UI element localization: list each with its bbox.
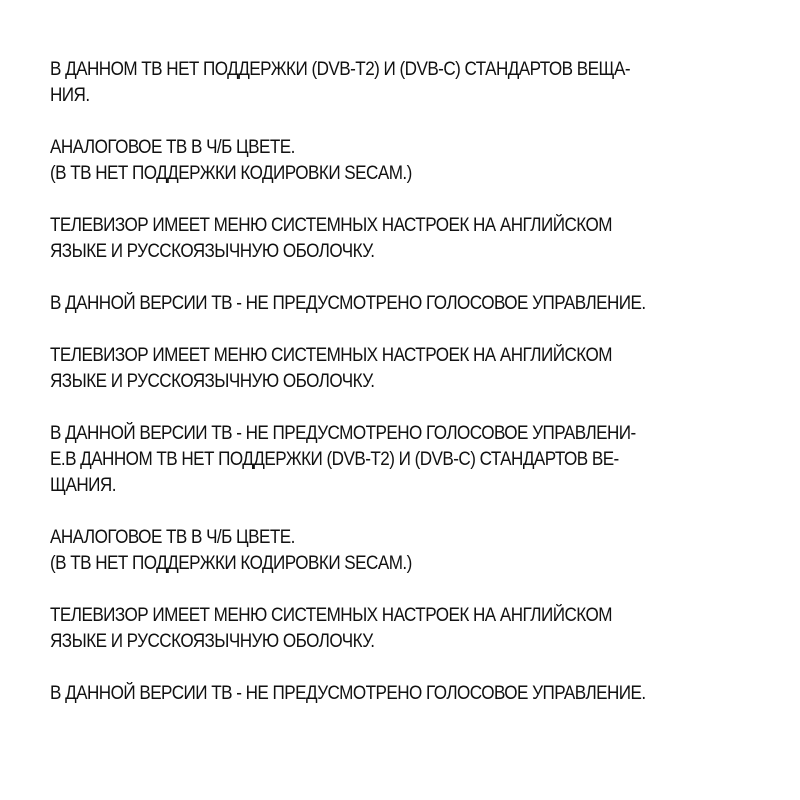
text-line: В ДАННОЙ ВЕРСИИ ТВ - НЕ ПРЕДУСМОТРЕНО ГОЛОСОВОЕ УПРАВЛЕНИ- bbox=[50, 423, 636, 444]
paragraph-analog-tv bbox=[50, 525, 760, 577]
text-line: НИЯ. bbox=[50, 85, 90, 106]
text-line: ТЕЛЕВИЗОР ИМЕЕТ МЕНЮ СИСТЕМНЫХ НАСТРОЕК НА АНГЛИЙСКОМ bbox=[50, 605, 612, 626]
paragraph-menu-language bbox=[50, 343, 760, 395]
text-line: ЯЗЫКЕ И РУССКОЯЗЫЧНУЮ ОБОЛОЧКУ. bbox=[50, 241, 375, 262]
text-line: В ДАННОЙ ВЕРСИИ ТВ - НЕ ПРЕДУСМОТРЕНО ГОЛОСОВОЕ УПРАВЛЕНИЕ. bbox=[50, 293, 646, 314]
text-line: ТЕЛЕВИЗОР ИМЕЕТ МЕНЮ СИСТЕМНЫХ НАСТРОЕК НА АНГЛИЙСКОМ bbox=[50, 345, 612, 366]
text-line: В ДАННОЙ ВЕРСИИ ТВ - НЕ ПРЕДУСМОТРЕНО ГОЛОСОВОЕ УПРАВЛЕНИЕ. bbox=[50, 683, 646, 704]
text-line: В ДАННОМ ТВ НЕТ ПОДДЕРЖКИ (DVB-T2) И (DVB-C) СТАНДАРТОВ ВЕЩА- bbox=[50, 59, 630, 80]
text-line: АНАЛОГОВОЕ ТВ В Ч/Б ЦВЕТЕ. bbox=[50, 137, 295, 158]
text-line: АНАЛОГОВОЕ ТВ В Ч/Б ЦВЕТЕ. bbox=[50, 527, 295, 548]
text-line: ЩАНИЯ. bbox=[50, 475, 116, 496]
paragraph-standards bbox=[50, 57, 760, 109]
paragraph-voice-control-standards bbox=[50, 421, 760, 499]
text-line: (В ТВ НЕТ ПОДДЕРЖКИ КОДИРОВКИ SECAM.) bbox=[50, 163, 412, 184]
paragraph-voice-control bbox=[50, 291, 760, 317]
text-line: Е.В ДАННОМ ТВ НЕТ ПОДДЕРЖКИ (DVB-T2) И (DVB-C) СТАНДАРТОВ ВЕ- bbox=[50, 449, 619, 470]
paragraph-menu-language bbox=[50, 603, 760, 655]
text-line: ТЕЛЕВИЗОР ИМЕЕТ МЕНЮ СИСТЕМНЫХ НАСТРОЕК НА АНГЛИЙСКОМ bbox=[50, 215, 612, 236]
paragraph-menu-language bbox=[50, 213, 760, 265]
text-line: (В ТВ НЕТ ПОДДЕРЖКИ КОДИРОВКИ SECAM.) bbox=[50, 553, 412, 574]
text-line: ЯЗЫКЕ И РУССКОЯЗЫЧНУЮ ОБОЛОЧКУ. bbox=[50, 371, 375, 392]
paragraph-analog-tv bbox=[50, 135, 760, 187]
text-line: ЯЗЫКЕ И РУССКОЯЗЫЧНУЮ ОБОЛОЧКУ. bbox=[50, 631, 375, 652]
paragraph-voice-control bbox=[50, 681, 760, 707]
